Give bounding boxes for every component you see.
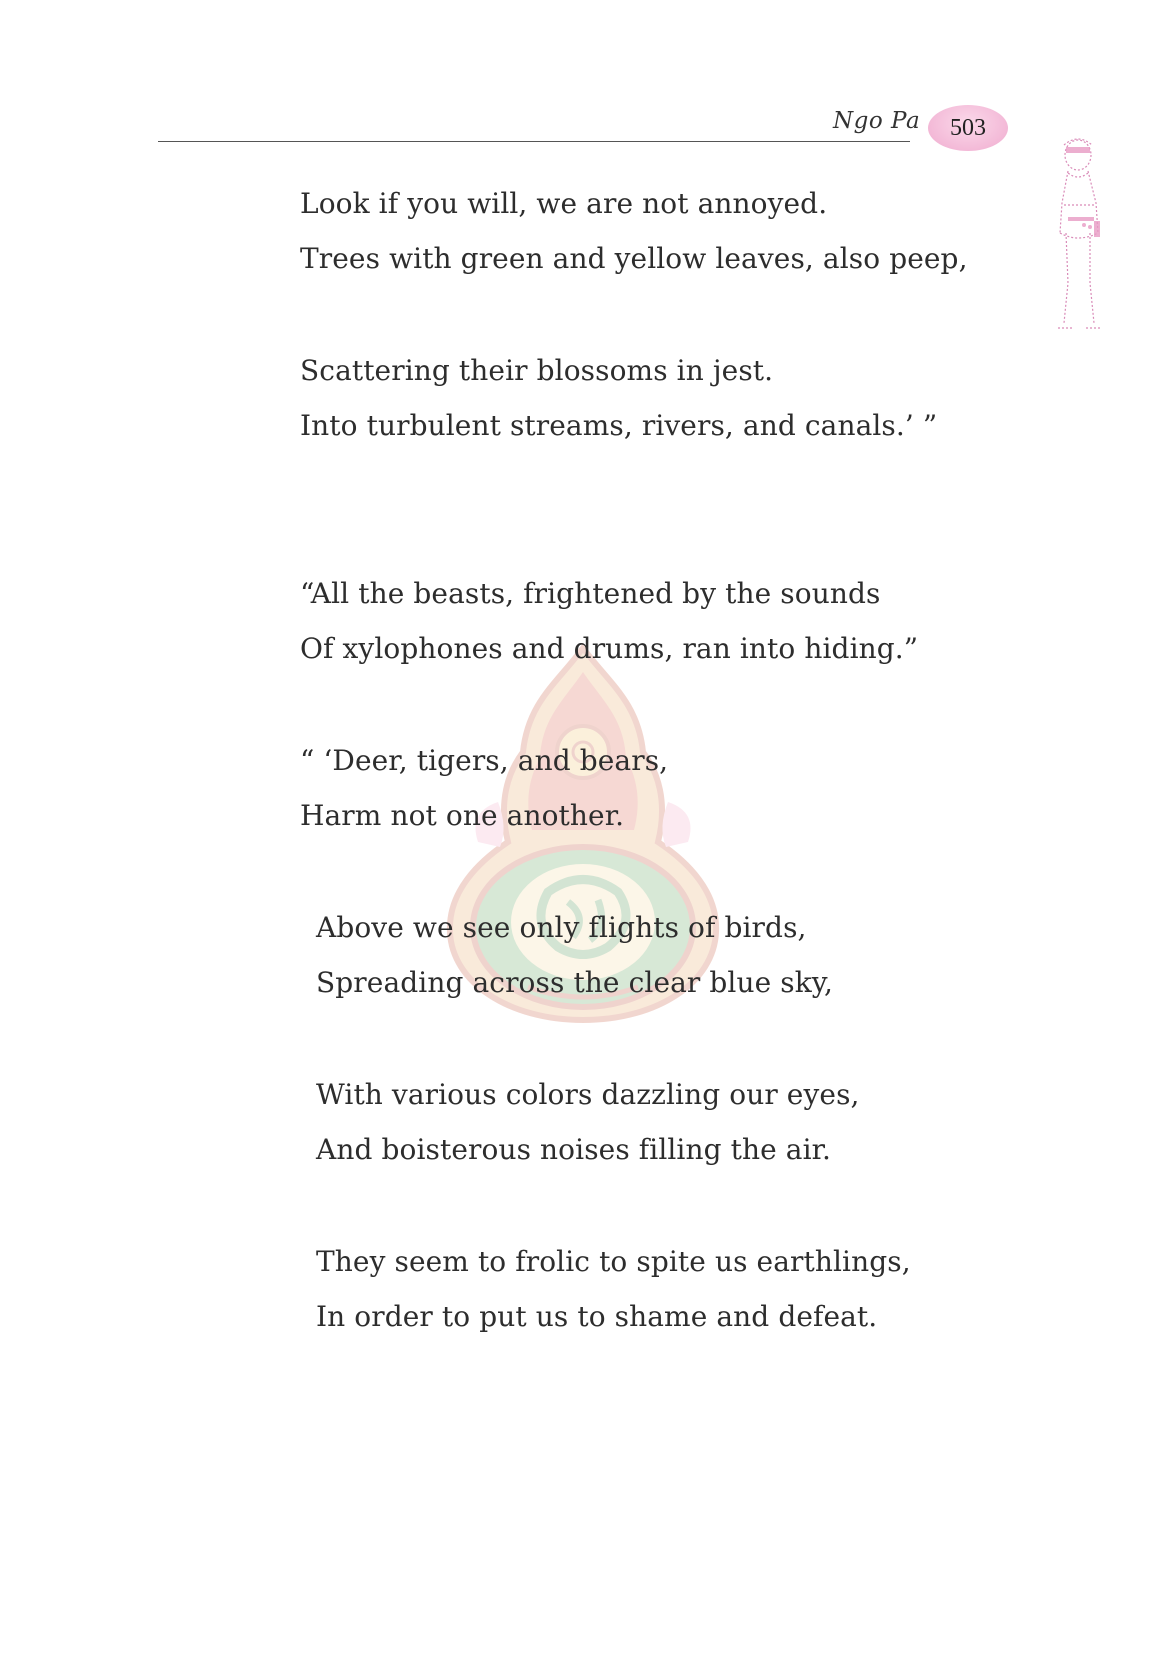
- poem-line: Scattering their blossoms in jest.: [300, 354, 774, 387]
- poem-line: And boisterous noises filling the air.: [316, 1133, 832, 1166]
- poem-line: Look if you will, we are not annoyed.: [300, 187, 828, 220]
- running-header-title: Ngo Pa: [833, 108, 921, 134]
- poem-line: Trees with green and yellow leaves, also peep,: [300, 242, 968, 275]
- poem-line: With various colors dazzling our eyes,: [316, 1078, 860, 1111]
- poem-line: Of xylophones and drums, ran into hiding.”: [300, 632, 919, 665]
- page-number: 503: [950, 114, 986, 141]
- poem-line: Harm not one another.: [300, 799, 625, 832]
- poem-line: “All the beasts, frightened by the sounds: [300, 577, 881, 610]
- poem-line: Into turbulent streams, rivers, and canals.’ ”: [300, 409, 938, 442]
- poem-line: In order to put us to shame and defeat.: [316, 1300, 878, 1333]
- poem-line: “ ‘Deer, tigers, and bears,: [300, 744, 669, 777]
- poem-line: Spreading across the clear blue sky,: [316, 966, 834, 999]
- poem-line: Above we see only flights of birds,: [316, 911, 807, 944]
- poem-line: They seem to frolic to spite us earthlings,: [316, 1245, 911, 1278]
